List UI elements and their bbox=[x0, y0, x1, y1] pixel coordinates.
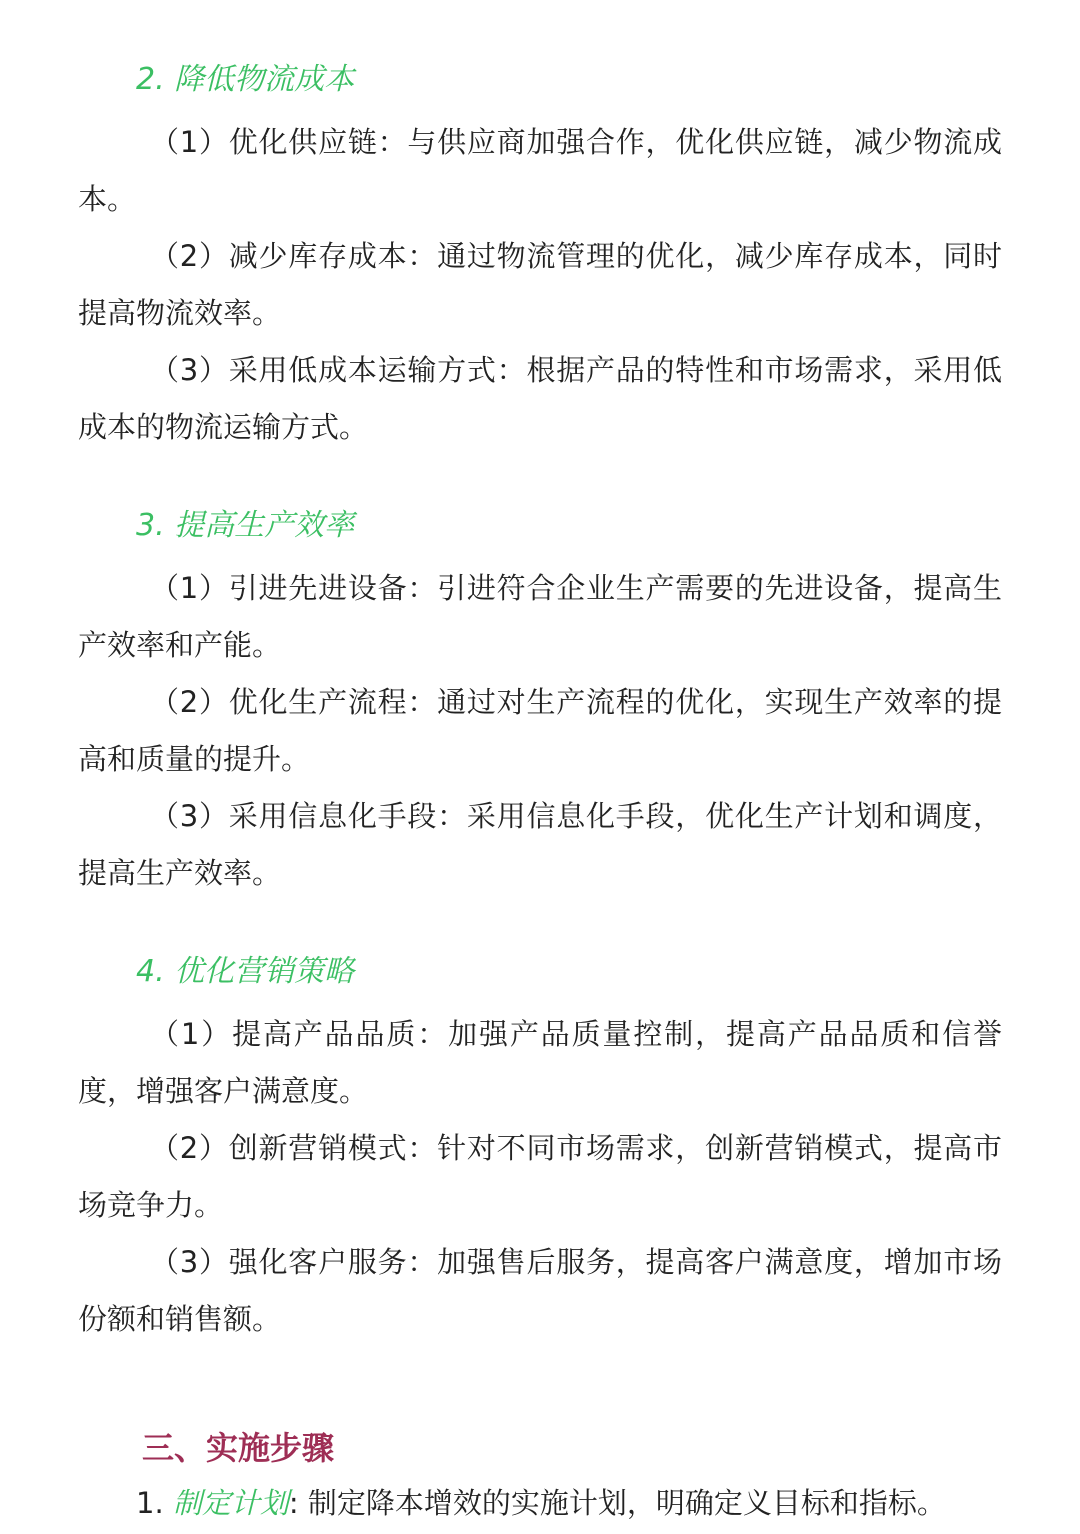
step-number: 1. bbox=[136, 1486, 164, 1520]
subsection-heading-marketing: 4. 优化营销策略 bbox=[136, 954, 355, 989]
paragraph-production-2: （2）优化生产流程：通过对生产流程的优化，实现生产效率的提高和质量的提升。 bbox=[78, 685, 1002, 776]
paragraph-production-1: （1）引进先进设备：引进符合企业生产需要的先进设备，提高生产效率和产能。 bbox=[78, 571, 1002, 662]
step-colon: : bbox=[288, 1486, 299, 1520]
paragraph-marketing-2: （2）创新营销模式：针对不同市场需求，创新营销模式，提高市场竞争力。 bbox=[78, 1131, 1002, 1222]
paragraph-production-3: （3）采用信息化手段：采用信息化手段，优化生产计划和调度，提高生产效率。 bbox=[78, 799, 1002, 890]
step-text: 制定降本增效的实施计划，明确定义目标和指标。 bbox=[307, 1486, 946, 1520]
paragraph-marketing-1: （1）提高产品品质：加强产品质量控制，提高产品品质和信誉度，增强客户满意度。 bbox=[78, 1017, 1002, 1108]
subsection-heading-production: 3. 提高生产效率 bbox=[136, 508, 355, 543]
paragraph-logistics-2: （2）减少库存成本：通过物流管理的优化，减少库存成本，同时提高物流效率。 bbox=[78, 239, 1002, 330]
paragraph-marketing-3: （3）强化客户服务：加强售后服务，提高客户满意度，增加市场份额和销售额。 bbox=[78, 1245, 1002, 1336]
paragraph-logistics-3: （3）采用低成本运输方式：根据产品的特性和市场需求，采用低成本的物流运输方式。 bbox=[78, 353, 1002, 444]
paragraph-logistics-1: （1）优化供应链：与供应商加强合作，优化供应链，减少物流成本。 bbox=[78, 125, 1002, 216]
step-key-label: 制定计划 bbox=[172, 1486, 289, 1520]
step-item-1 bbox=[78, 1472, 1002, 1534]
section-heading-implementation: 三、实施步骤 bbox=[142, 1429, 335, 1467]
subsection-heading-logistics: 2. 降低物流成本 bbox=[136, 62, 355, 97]
